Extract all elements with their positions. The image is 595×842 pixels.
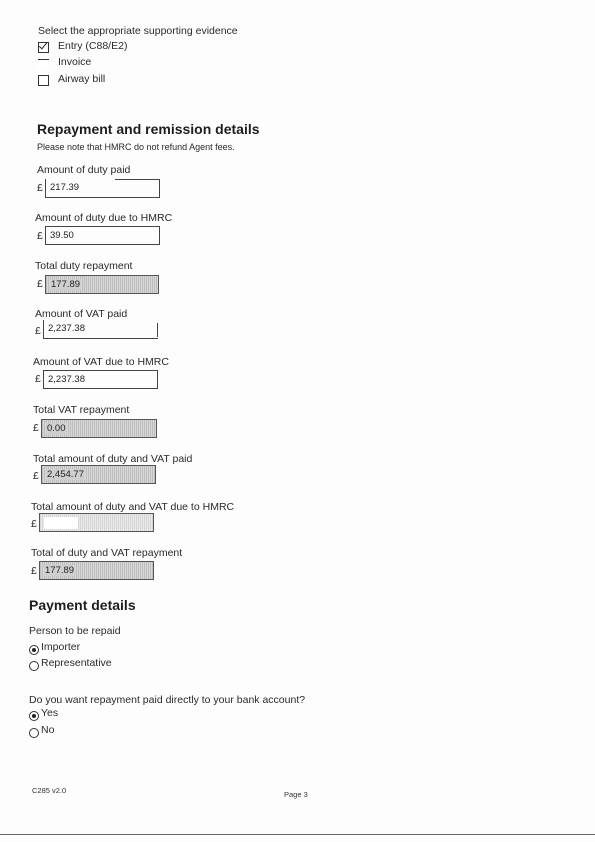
page-number: Page 3 bbox=[284, 790, 308, 799]
evidence-airway-label: Airway bill bbox=[58, 73, 106, 85]
total-vat-repayment-label: Total VAT repayment bbox=[33, 404, 130, 416]
evidence-heading: Select the appropriate supporting evidence bbox=[38, 25, 238, 37]
currency-symbol: £ bbox=[37, 182, 43, 194]
total-vat-repayment-field: 0.00 bbox=[41, 419, 157, 438]
total-duty-vat-due-label: Total amount of duty and VAT due to HMRC bbox=[31, 501, 235, 513]
bank-no-radio[interactable] bbox=[29, 725, 39, 743]
duty-due-input[interactable]: 39.50 bbox=[45, 226, 160, 245]
importer-label: Importer bbox=[41, 641, 81, 653]
page-edge-line bbox=[0, 834, 595, 835]
checkbox-empty-icon bbox=[38, 75, 49, 86]
total-duty-vat-repayment-field: 177.89 bbox=[39, 561, 154, 580]
currency-symbol: £ bbox=[37, 278, 43, 290]
total-duty-vat-repayment-label: Total of duty and VAT repayment bbox=[31, 547, 183, 559]
bank-no-label: No bbox=[41, 724, 55, 736]
duty-due-label: Amount of duty due to HMRC bbox=[35, 212, 173, 224]
checkbox-checked-icon bbox=[38, 42, 49, 53]
person-to-be-repaid-label: Person to be repaid bbox=[29, 625, 121, 637]
total-duty-vat-paid-field: 2,454.77 bbox=[41, 465, 156, 484]
currency-symbol: £ bbox=[31, 565, 37, 577]
total-duty-repayment-field: 177.89 bbox=[45, 275, 159, 294]
bank-yes-radio[interactable] bbox=[29, 708, 39, 726]
checkbox-empty-icon bbox=[38, 59, 49, 70]
bank-question: Do you want repayment paid directly to your bank account? bbox=[29, 694, 306, 706]
payment-title: Payment details bbox=[29, 597, 136, 613]
evidence-entry-label: Entry (C88/E2) bbox=[58, 40, 128, 52]
duty-paid-input[interactable]: 217.39 bbox=[45, 179, 160, 198]
vat-due-input[interactable]: 2,237.38 bbox=[43, 370, 158, 389]
vat-paid-input[interactable]: 2,237.38 bbox=[43, 320, 158, 339]
representative-radio[interactable] bbox=[29, 658, 39, 676]
repayment-title: Repayment and remission details bbox=[37, 121, 260, 137]
form-code: C285 v2.0 bbox=[32, 786, 67, 795]
evidence-entry-checkbox[interactable] bbox=[38, 40, 49, 58]
currency-symbol: £ bbox=[35, 373, 41, 385]
radio-empty-icon bbox=[29, 728, 39, 738]
currency-symbol: £ bbox=[33, 422, 39, 434]
bank-yes-label: Yes bbox=[41, 707, 59, 719]
duty-paid-label: Amount of duty paid bbox=[37, 164, 131, 176]
total-duty-vat-due-field bbox=[39, 513, 154, 532]
repayment-note: Please note that HMRC do not refund Agent fees. bbox=[37, 142, 235, 152]
radio-empty-icon bbox=[29, 661, 39, 671]
radio-selected-icon bbox=[29, 711, 39, 721]
vat-due-label: Amount of VAT due to HMRC bbox=[33, 356, 169, 368]
representative-label: Representative bbox=[41, 657, 112, 669]
evidence-airway-checkbox[interactable] bbox=[38, 73, 49, 91]
total-duty-repayment-label: Total duty repayment bbox=[35, 260, 133, 272]
vat-paid-label: Amount of VAT paid bbox=[35, 308, 128, 320]
evidence-invoice-label: Invoice bbox=[58, 56, 92, 68]
currency-symbol: £ bbox=[37, 230, 43, 242]
currency-symbol: £ bbox=[35, 325, 41, 337]
radio-selected-icon bbox=[29, 645, 39, 655]
total-duty-vat-paid-label: Total amount of duty and VAT paid bbox=[33, 453, 193, 465]
currency-symbol: £ bbox=[31, 518, 37, 530]
currency-symbol: £ bbox=[33, 470, 39, 482]
